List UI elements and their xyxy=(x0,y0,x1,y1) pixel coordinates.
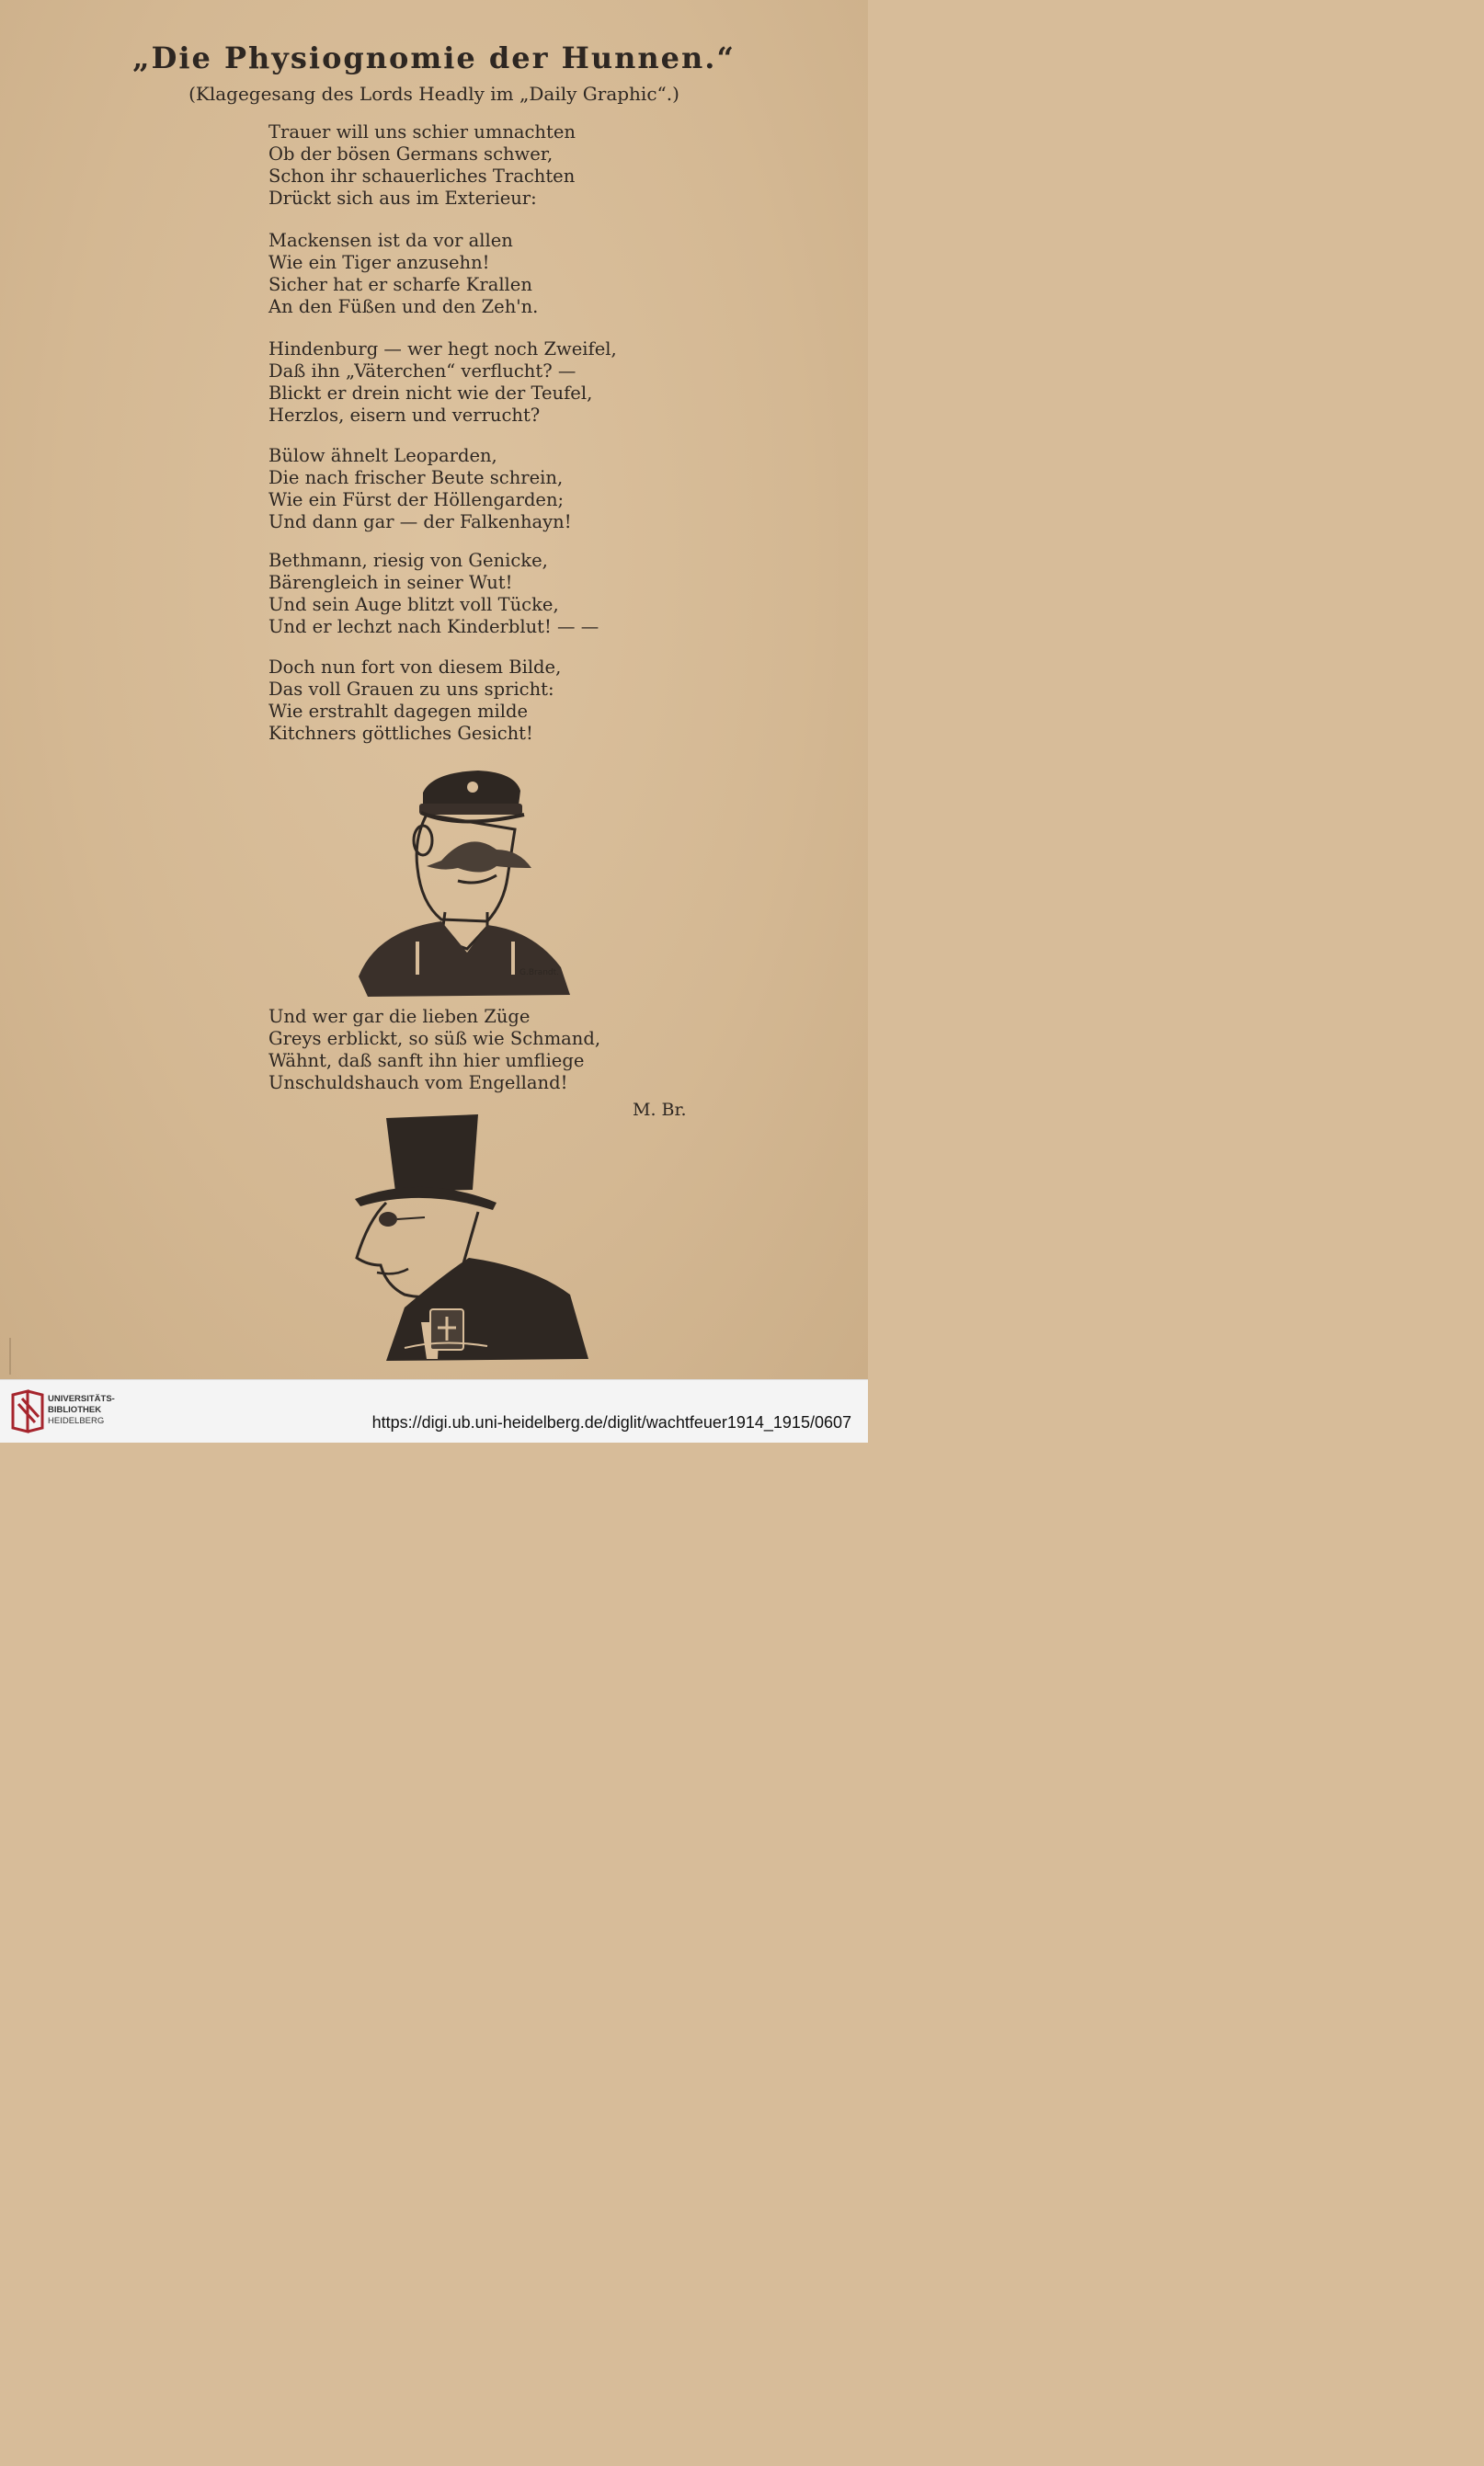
page-edge-mark xyxy=(9,1338,11,1375)
stanza-3 xyxy=(268,338,617,427)
verse-line: Unschuldshauch vom Engelland! xyxy=(268,1072,568,1093)
verse-line: Mackensen ist da vor allen xyxy=(268,230,513,251)
verse-line: Die nach frischer Beute schrein, xyxy=(268,467,564,488)
verse-line: Hindenburg — wer hegt noch Zweifel, xyxy=(268,338,617,360)
verse-line: Ob der bösen Germans schwer, xyxy=(268,143,554,165)
verse-line: Wähnt, daß sanft ihn hier umfliege xyxy=(268,1050,585,1071)
author-signature: M. Br. xyxy=(633,1100,687,1120)
stanza-5 xyxy=(268,550,599,638)
verse-line: Trauer will uns schier umnachten xyxy=(268,121,576,143)
verse-line: Greys erblickt, so süß wie Schmand, xyxy=(268,1028,601,1049)
stanza-6 xyxy=(268,656,561,745)
verse-line: Schon ihr schauerliches Trachten xyxy=(268,166,576,187)
verse-line: Bülow ähnelt Leoparden, xyxy=(268,445,497,466)
verse-line: Wie erstrahlt dagegen milde xyxy=(268,701,529,722)
library-name-line-2: BIBLIOTHEK xyxy=(48,1405,102,1415)
verse-line: Blickt er drein nicht wie der Teufel, xyxy=(268,382,593,404)
library-city: HEIDELBERG xyxy=(48,1416,105,1426)
verse-line: Sicher hat er scharfe Krallen xyxy=(268,274,532,295)
verse-line: Doch nun fort von diesem Bilde, xyxy=(268,656,562,678)
library-name-line-1: UNIVERSITÄTS- xyxy=(48,1394,115,1404)
poem-subtitle: (Klagegesang des Lords Headly im „Daily Graphic“.) xyxy=(188,83,679,105)
library-name xyxy=(48,1394,115,1427)
scanned-page xyxy=(0,0,868,1379)
verse-line: Kitchners göttliches Gesicht! xyxy=(268,723,533,744)
kitchener-caricature-illustration xyxy=(349,765,579,997)
verse-line: Herzlos, eisern und verrucht? xyxy=(268,405,541,426)
verse-line: An den Füßen und den Zeh'n. xyxy=(268,296,539,317)
stanza-1 xyxy=(268,121,576,210)
grey-caricature-illustration xyxy=(349,1111,598,1364)
verse-line: Wie ein Tiger anzusehn! xyxy=(268,252,490,273)
library-logo-icon[interactable] xyxy=(9,1389,46,1433)
stanza-4 xyxy=(268,445,572,533)
artist-signature: G.Brandt. xyxy=(519,968,560,977)
stanza-2 xyxy=(268,230,538,318)
stanza-7 xyxy=(268,1006,600,1094)
verse-line: Und sein Auge blitzt voll Tücke, xyxy=(268,594,559,615)
verse-line: Und dann gar — der Falkenhayn! xyxy=(268,511,572,532)
verse-line: Und er lechzt nach Kinderblut! — — xyxy=(268,616,599,637)
verse-line: Daß ihn „Väterchen“ verflucht? — xyxy=(268,360,576,382)
verse-line: Bethmann, riesig von Genicke, xyxy=(268,550,548,571)
verse-line: Bärengleich in seiner Wut! xyxy=(268,572,513,593)
permalink-url[interactable]: https://digi.ub.uni-heidelberg.de/diglit/wachtfeuer1914_1915/0607 xyxy=(371,1413,851,1432)
digitization-footer xyxy=(0,1379,868,1443)
verse-line: Und wer gar die lieben Züge xyxy=(268,1006,531,1027)
verse-line: Wie ein Fürst der Höllengarden; xyxy=(268,489,565,510)
poem-title: „Die Physiognomie der Hunnen.“ xyxy=(132,40,736,75)
verse-line: Das voll Grauen zu uns spricht: xyxy=(268,679,554,700)
verse-line: Drückt sich aus im Exterieur: xyxy=(268,188,537,209)
